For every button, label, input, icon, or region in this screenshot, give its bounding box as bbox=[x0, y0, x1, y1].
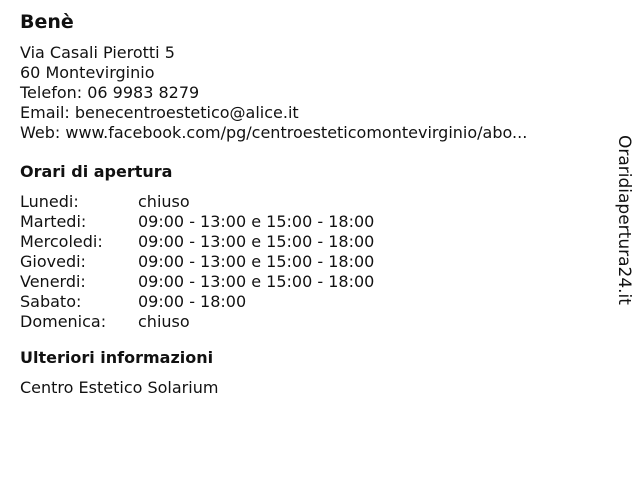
hours-row bbox=[20, 292, 600, 312]
time-value: 09:00 - 18:00 bbox=[138, 292, 247, 311]
day-label: Mercoledi: bbox=[20, 232, 103, 251]
time-value: 09:00 - 13:00 e 15:00 - 18:00 bbox=[138, 252, 375, 271]
day-label: Venerdi: bbox=[20, 272, 86, 291]
additional-info-title: Ulteriori informazioni bbox=[20, 348, 214, 367]
time-value: 09:00 - 13:00 e 15:00 - 18:00 bbox=[138, 272, 375, 291]
day-label: Giovedi: bbox=[20, 252, 86, 271]
day-label: Martedi: bbox=[20, 212, 87, 231]
day-label: Sabato: bbox=[20, 292, 82, 311]
address-line-1: Via Casali Pierotti 5 bbox=[20, 43, 175, 62]
email-line[interactable]: Email: benecentroestetico@alice.it bbox=[20, 103, 299, 122]
time-value: chiuso bbox=[138, 192, 190, 211]
opening-hours-table bbox=[20, 192, 600, 332]
hours-row bbox=[20, 232, 600, 252]
business-card bbox=[20, 10, 600, 398]
time-value: 09:00 - 13:00 e 15:00 - 18:00 bbox=[138, 232, 375, 251]
hours-row bbox=[20, 192, 600, 212]
additional-info-text: Centro Estetico Solarium bbox=[20, 378, 219, 397]
business-name: Benè bbox=[20, 11, 74, 33]
hours-row bbox=[20, 212, 600, 232]
brand-watermark: Oraridiapertura24.it bbox=[614, 135, 634, 305]
time-value: chiuso bbox=[138, 312, 190, 331]
phone-line[interactable]: Telefon: 06 9983 8279 bbox=[20, 83, 200, 102]
time-value: 09:00 - 13:00 e 15:00 - 18:00 bbox=[138, 212, 375, 231]
address-line-2: 60 Montevirginio bbox=[20, 63, 155, 82]
hours-row bbox=[20, 272, 600, 292]
day-label: Lunedi: bbox=[20, 192, 79, 211]
web-line[interactable]: Web: www.facebook.com/pg/centroesteticomontevirginio/abo... bbox=[20, 123, 528, 142]
opening-hours-title: Orari di apertura bbox=[20, 162, 173, 181]
day-label: Domenica: bbox=[20, 312, 107, 331]
hours-row bbox=[20, 312, 600, 332]
contact-info bbox=[20, 43, 600, 143]
hours-row bbox=[20, 252, 600, 272]
